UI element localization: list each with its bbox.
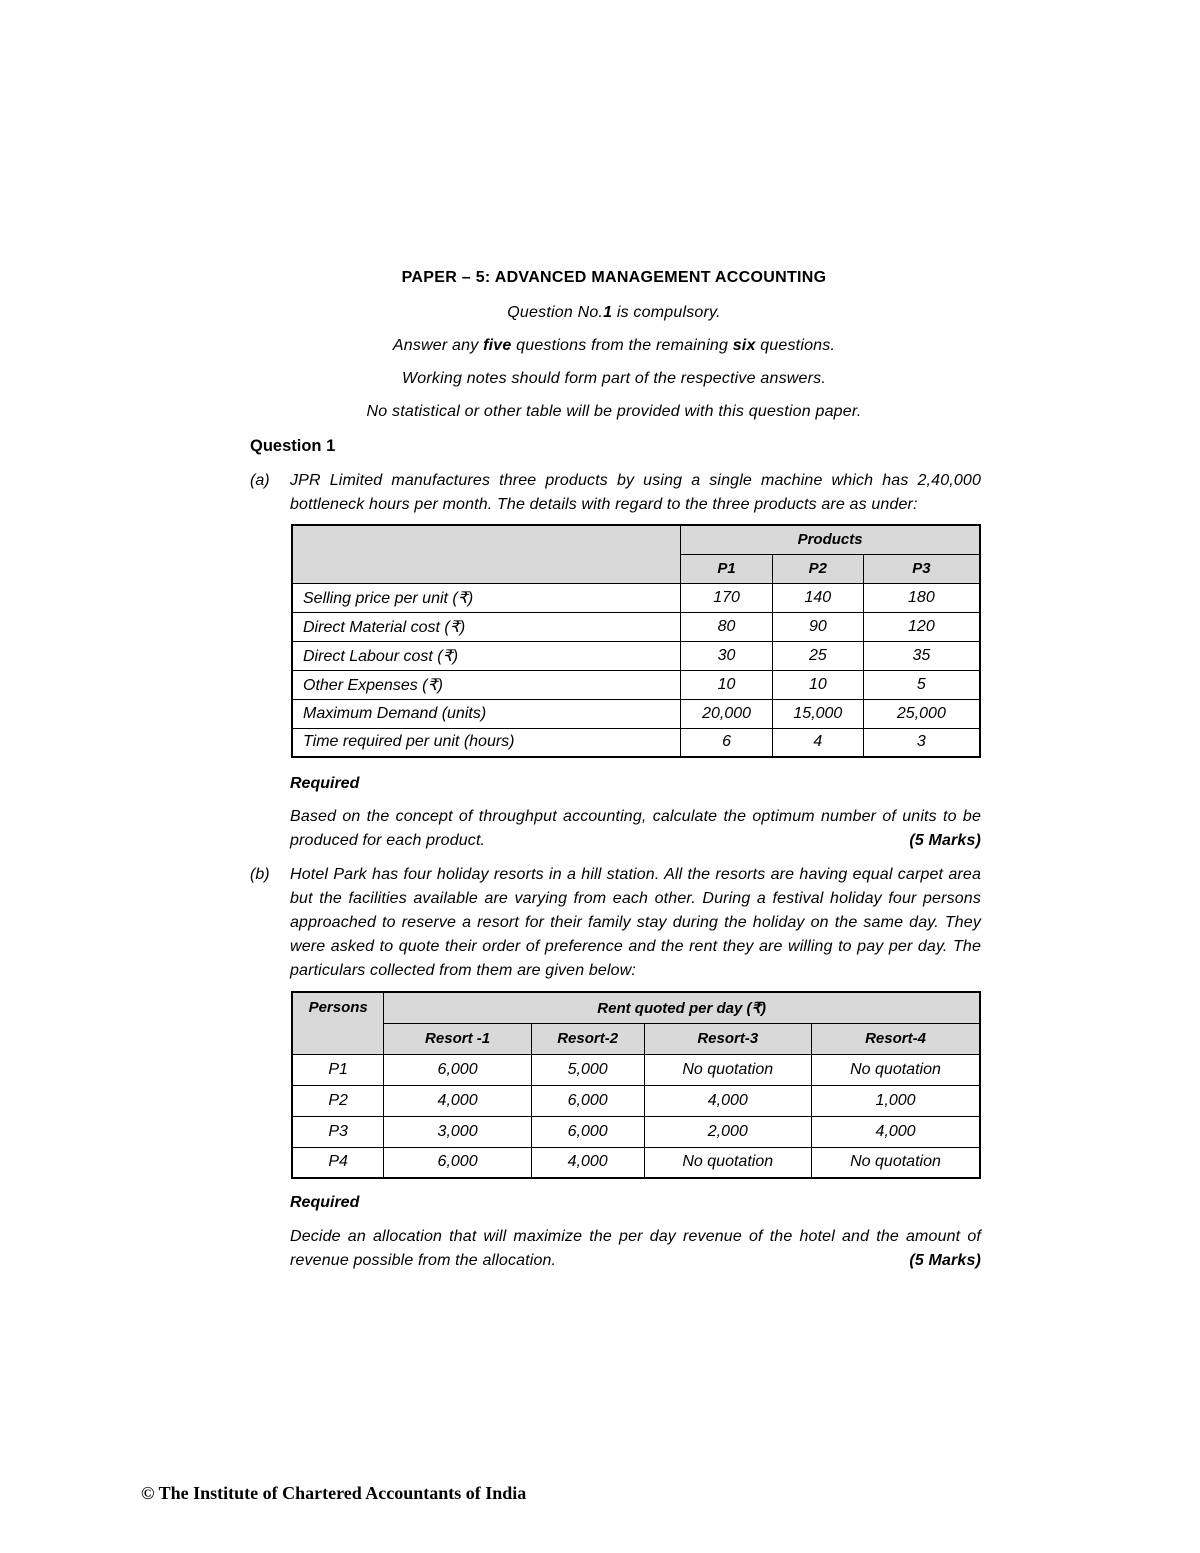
cell-value: 10	[772, 670, 863, 699]
part-a-marks: (5 Marks)	[909, 832, 981, 849]
table-header-row	[292, 992, 980, 1023]
cell-value: No quotation	[644, 1147, 811, 1178]
table-row	[292, 670, 980, 699]
cell-value: No quotation	[644, 1054, 811, 1085]
table-row	[292, 612, 980, 641]
cell-value: 140	[772, 583, 863, 612]
persons-header: Persons	[292, 992, 384, 1054]
table-header-row	[292, 525, 980, 554]
required-text: Decide an allocation that will maximize the per day revenue of the hotel and the amount of revenue possible from the allocation.	[290, 1228, 981, 1269]
instruction-text: Question No.	[507, 304, 604, 321]
part-a-required-text	[290, 805, 981, 853]
products-table	[291, 524, 981, 758]
instruction-text: questions.	[755, 337, 836, 354]
cell-value: 10	[681, 670, 773, 699]
column-header-resort-3: Resort-3	[644, 1023, 811, 1054]
cell-value: 25,000	[863, 699, 980, 728]
cell-value: 180	[863, 583, 980, 612]
cell-value: 3,000	[384, 1116, 531, 1147]
cell-value: 4	[772, 728, 863, 757]
cell-value: 6,000	[384, 1054, 531, 1085]
cell-value: 1,000	[811, 1085, 980, 1116]
instruction-emphasis: six	[732, 337, 756, 354]
table-row	[292, 583, 980, 612]
instruction-text: is compulsory.	[612, 304, 721, 321]
cell-value: 5	[863, 670, 980, 699]
cell-value: 4,000	[644, 1085, 811, 1116]
column-header-resort-4: Resort-4	[811, 1023, 980, 1054]
cell-value: 6	[681, 728, 773, 757]
row-person: P2	[292, 1085, 384, 1116]
column-header-resort-2: Resort-2	[531, 1023, 644, 1054]
cell-value: 120	[863, 612, 980, 641]
products-group-header: Products	[681, 525, 980, 554]
row-label: Maximum Demand (units)	[292, 699, 681, 728]
part-b-label: (b)	[250, 866, 270, 883]
table-row	[292, 728, 980, 757]
cell-value: 6,000	[531, 1116, 644, 1147]
part-b-marks: (5 Marks)	[909, 1252, 981, 1269]
column-header-p3: P3	[863, 554, 980, 583]
cell-value: 4,000	[811, 1116, 980, 1147]
row-label: Selling price per unit (₹)	[292, 583, 681, 612]
column-header-p1: P1	[681, 554, 773, 583]
table-row	[292, 1054, 980, 1085]
cell-value: No quotation	[811, 1054, 980, 1085]
instruction-emphasis: 1	[603, 304, 613, 321]
paper-title: PAPER – 5: ADVANCED MANAGEMENT ACCOUNTING	[401, 269, 827, 286]
instruction-working-notes: Working notes should form part of the respective answers.	[401, 370, 827, 387]
rent-group-header: Rent quoted per day (₹)	[384, 992, 980, 1023]
instruction-text: questions from the remaining	[511, 337, 733, 354]
cell-value: 3	[863, 728, 980, 757]
instruction-answer-any	[0, 337, 1200, 355]
cell-value: 6,000	[531, 1085, 644, 1116]
required-text: Based on the concept of throughput accounting, calculate the optimum number of units to be produced for each product.	[290, 808, 981, 849]
cell-value: 25	[772, 641, 863, 670]
resort-rent-table	[291, 991, 981, 1179]
table-header-row	[292, 1023, 980, 1054]
cell-value: 4,000	[531, 1147, 644, 1178]
table-row	[292, 1116, 980, 1147]
cell-value: 80	[681, 612, 773, 641]
row-label: Time required per unit (hours)	[292, 728, 681, 757]
table-row	[292, 641, 980, 670]
cell-value: 15,000	[772, 699, 863, 728]
instruction-text: Answer any	[392, 337, 484, 354]
part-b-required-text	[290, 1225, 981, 1273]
part-a-required-label: Required	[290, 775, 360, 792]
part-a-text: JPR Limited manufactures three products by using a single machine which has 2,40,000 bottleneck hours per month. The details with regard to the three products are as under:	[290, 472, 981, 513]
part-b-required-label: Required	[290, 1194, 360, 1211]
column-header-resort-1: Resort -1	[384, 1023, 531, 1054]
cell-value: 35	[863, 641, 980, 670]
table-row	[292, 1147, 980, 1178]
instruction-compulsory	[0, 304, 1200, 322]
cell-value: 90	[772, 612, 863, 641]
cell-value: 30	[681, 641, 773, 670]
instruction-emphasis: five	[483, 337, 512, 354]
row-person: P3	[292, 1116, 384, 1147]
cell-value: 5,000	[531, 1054, 644, 1085]
instruction-no-tables: No statistical or other table will be provided with this question paper.	[366, 403, 862, 420]
table-row	[292, 1085, 980, 1116]
table-header-blank	[292, 525, 681, 583]
row-label: Other Expenses (₹)	[292, 670, 681, 699]
question-heading: Question 1	[250, 437, 336, 455]
cell-value: 4,000	[384, 1085, 531, 1116]
row-label: Direct Material cost (₹)	[292, 612, 681, 641]
column-header-p2: P2	[772, 554, 863, 583]
part-a-label: (a)	[250, 472, 270, 489]
cell-value: 170	[681, 583, 773, 612]
row-person: P4	[292, 1147, 384, 1178]
cell-value: No quotation	[811, 1147, 980, 1178]
table-row	[292, 699, 980, 728]
row-person: P1	[292, 1054, 384, 1085]
copyright-footer: © The Institute of Chartered Accountants of India	[141, 1483, 527, 1503]
cell-value: 20,000	[681, 699, 773, 728]
cell-value: 2,000	[644, 1116, 811, 1147]
part-b-text: Hotel Park has four holiday resorts in a hill station. All the resorts are having equal carpet area but the facilities available are varying from each other. During a festival holiday four persons approached to reserve a resort for their family stay during the holiday on the same day. They were asked to quote their order of preference and the rent they are willing to pay per day. The particulars collected from them are given below:	[290, 866, 981, 979]
row-label: Direct Labour cost (₹)	[292, 641, 681, 670]
cell-value: 6,000	[384, 1147, 531, 1178]
